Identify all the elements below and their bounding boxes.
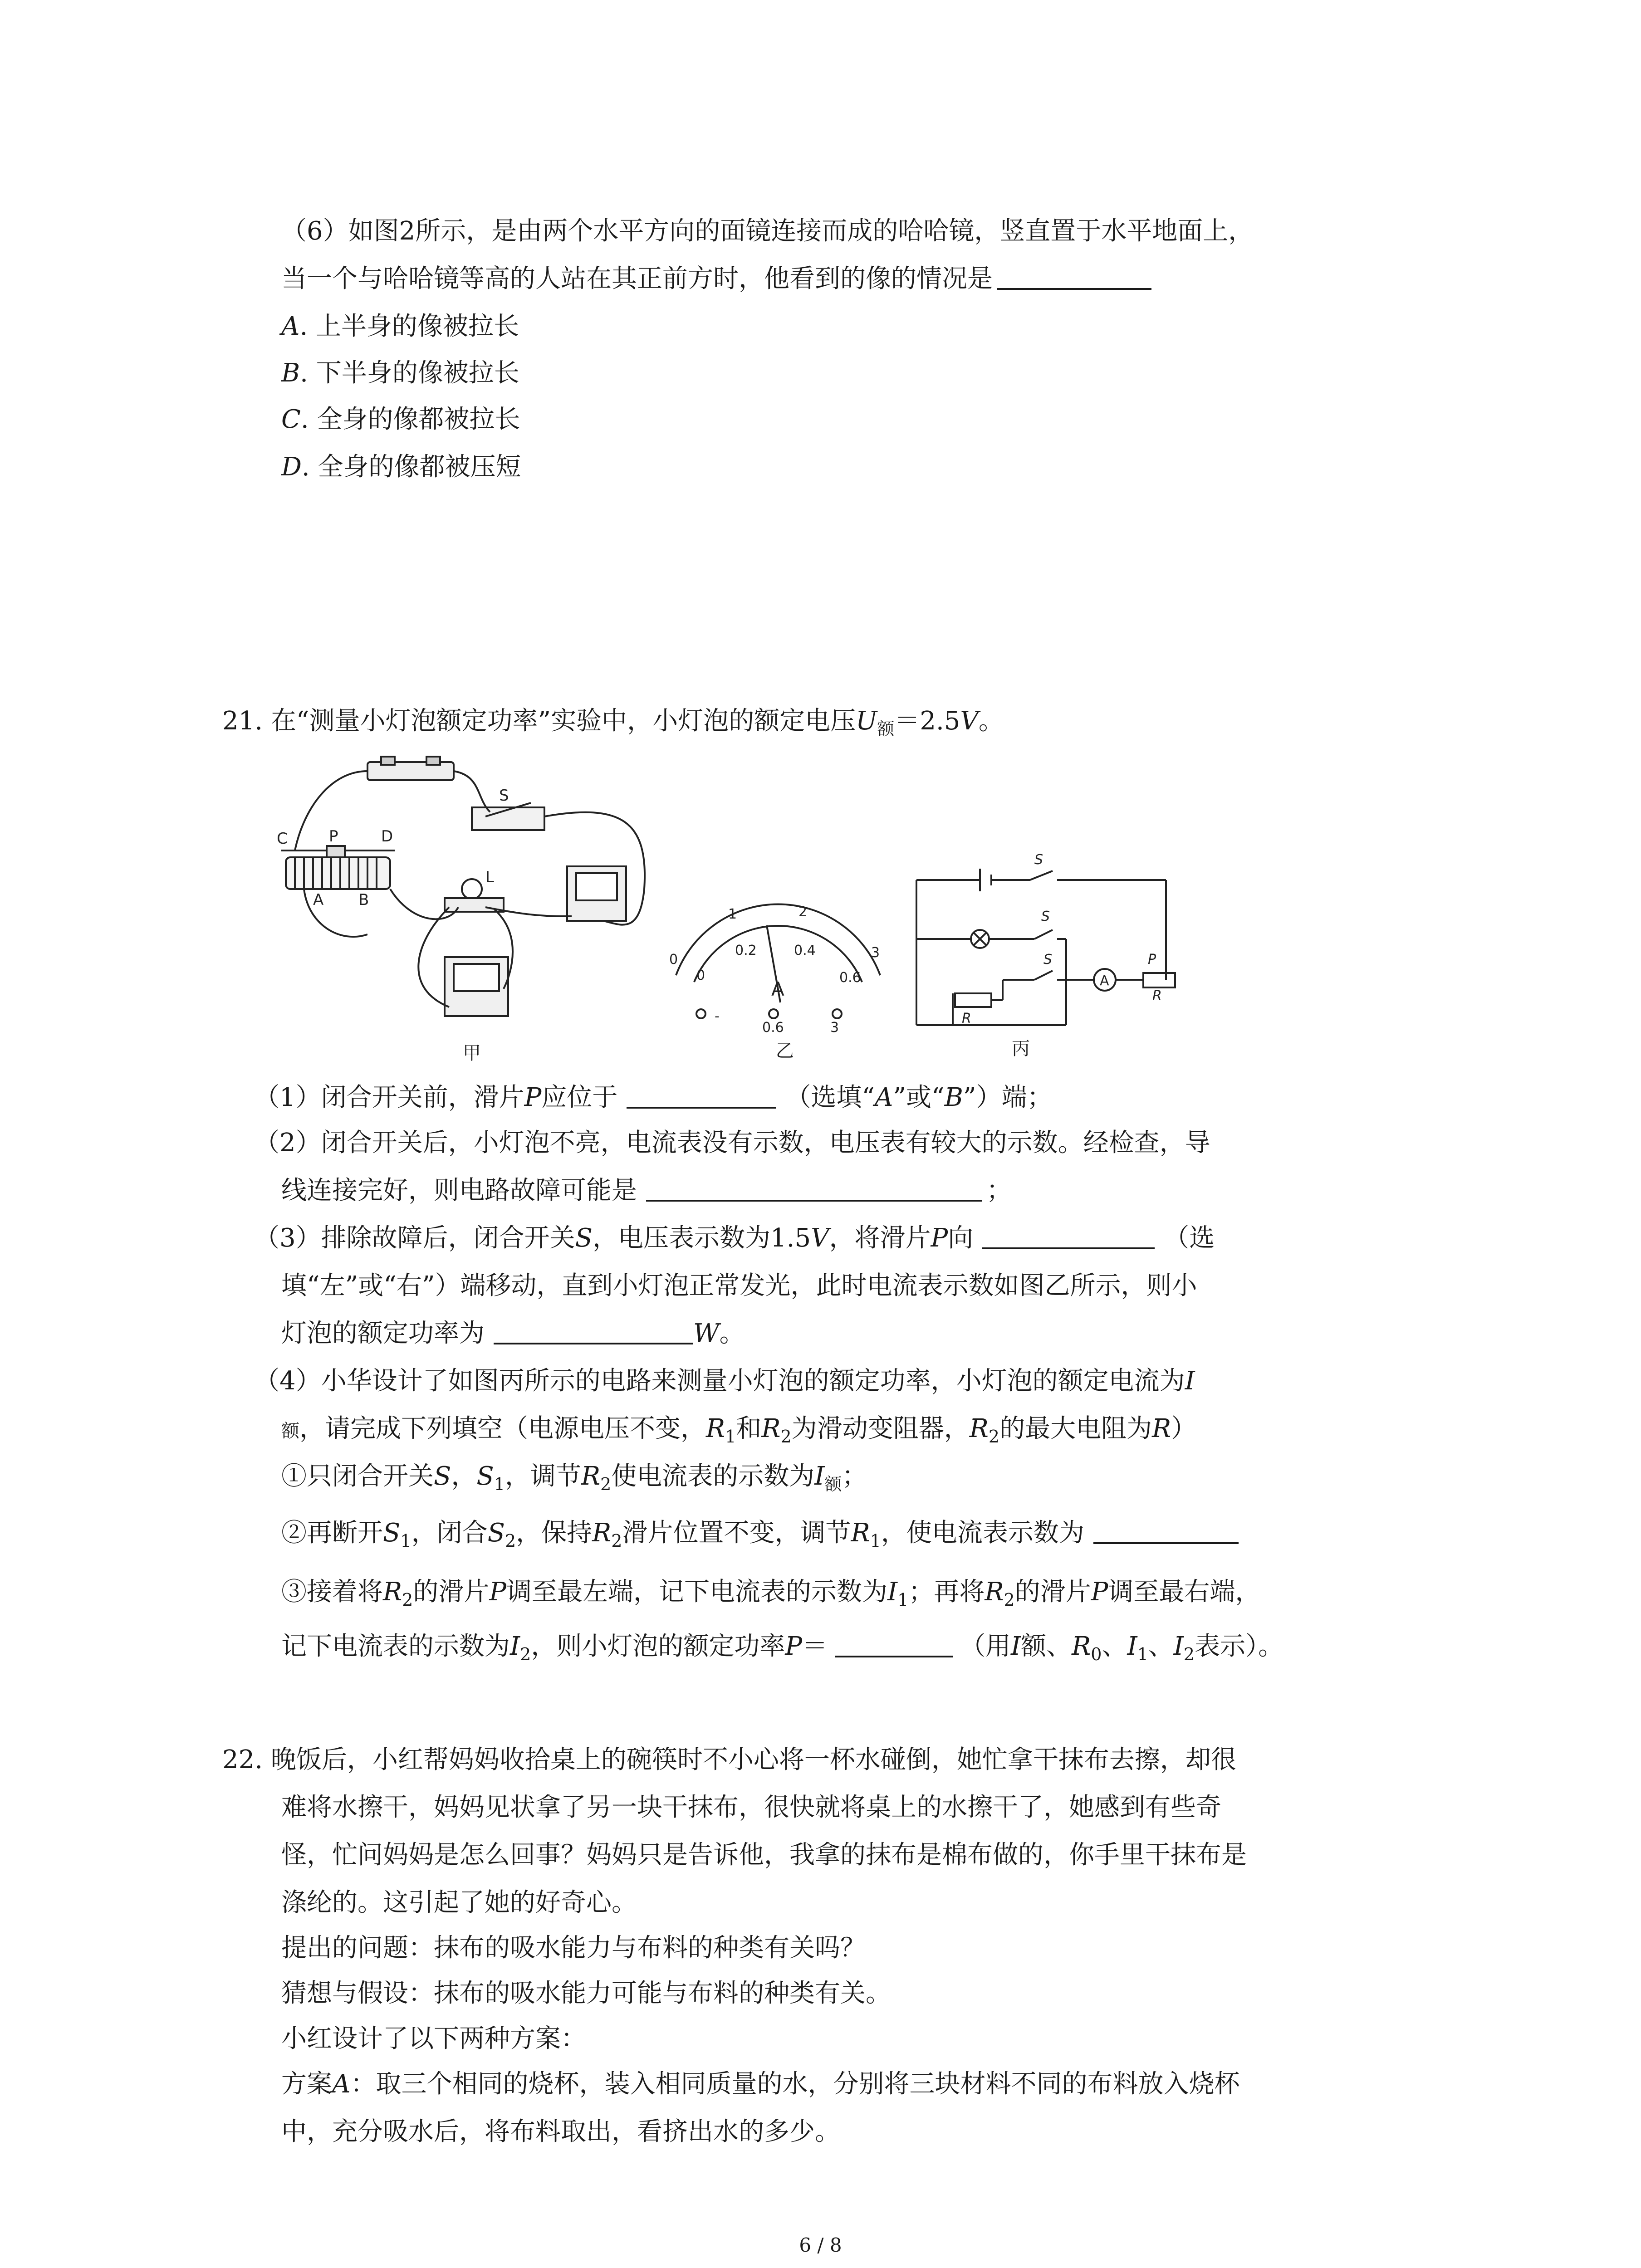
q22-plans-intro: 小红设计了以下两种方案： xyxy=(281,2024,586,2053)
q20-6-option-a: A. 上半身的像被拉长 xyxy=(281,312,519,341)
switch-s xyxy=(472,807,544,830)
figure-jia-circuit xyxy=(277,753,685,1025)
q22-line2: 难将水擦干，妈妈见状拿了另一块干抹布，很快就将桌上的水擦干了，她感到有些奇 xyxy=(281,1793,1221,1822)
answer-blank[interactable] xyxy=(997,263,1151,290)
q20-6-stem-line1: （6）如图2所示，是由两个水平方向的面镜连接而成的哈哈镜，竖直置于水平地面上， xyxy=(281,216,1254,246)
page-number: 6 / 8 xyxy=(799,2234,842,2256)
label-d: D xyxy=(381,827,393,846)
label-s: S xyxy=(499,787,509,805)
q21-part1: （1）闭合开关前，滑片P应位于 （选填“A”或“B”）端； xyxy=(254,1080,1052,1116)
answer-blank[interactable] xyxy=(494,1317,693,1344)
figure-bing-schematic xyxy=(907,844,1180,1039)
label-s2: S xyxy=(1043,952,1053,968)
dial-bottom-0-4: 0.4 xyxy=(794,943,816,958)
figure-bing-label: 丙 xyxy=(1012,1038,1030,1059)
q21-part3-line1: （3）排除故障后，闭合开关S，电压表示数为1.5V，将滑片P向 （选 xyxy=(254,1220,1215,1256)
q20-6-stem-line2: 当一个与哈哈镜等高的人站在其正前方时，他看到的像的情况是 xyxy=(281,261,1151,297)
terminal-0-6: 0.6 xyxy=(762,1020,784,1034)
q21-step2: ②再断开$S_1$，闭合$S_2$，保持$R_2$滑片位置不变，调节$R_1$，使电流表示数为 xyxy=(281,1515,1239,1559)
q22-line3: 怪，忙问妈妈是怎么回事？妈妈只是告诉他，我拿的抹布是棉布做的，你手里干抹布是 xyxy=(281,1840,1247,1870)
q22-plan-a-line2: 中，充分吸水后，将布料取出，看挤出水的多少。 xyxy=(281,2117,840,2146)
q21-part2-line2: 线连接完好，则电路故障可能是 ； xyxy=(281,1173,1012,1209)
q21-step3-line2: 记下电流表的示数为$I_2$，则小灯泡的额定功率P＝ （用I额、$R_0$、$I_1$、$I_2$表示）。 xyxy=(281,1628,1283,1672)
q21-part4-line1: （4）小华设计了如图丙所示的电路来测量小灯泡的额定功率，小灯泡的额定电流为I xyxy=(254,1366,1195,1396)
terminal-minus: - xyxy=(715,1008,720,1024)
label-p: P xyxy=(1148,952,1156,968)
dial-top-1: 1 xyxy=(728,906,737,922)
label-a: A xyxy=(313,891,324,909)
label-l: L xyxy=(485,868,494,886)
r1-symbol xyxy=(955,993,991,1007)
dial-unit: A xyxy=(771,978,784,1000)
q20-6-option-d: D. 全身的像都被压短 xyxy=(281,452,521,482)
ammeter-a: A xyxy=(1100,973,1109,989)
q20-6-option-b: B. 下半身的像被拉长 xyxy=(281,358,519,388)
label-c: C xyxy=(277,830,288,848)
answer-blank[interactable] xyxy=(835,1630,953,1657)
label-r2: R xyxy=(1152,988,1162,1004)
label-s1: S xyxy=(1041,909,1050,924)
dial-top-3: 3 xyxy=(871,945,880,961)
rheostat xyxy=(286,857,390,889)
q21-part3-line3: 灯泡的额定功率为 W。 xyxy=(281,1315,745,1352)
dial-bottom-0: 0 xyxy=(696,968,705,983)
dial-bottom-0-6: 0.6 xyxy=(839,970,861,986)
q21-part3-line2: 填“左”或“右”）端移动，直到小灯泡正常发光，此时电流表示数如图乙所示，则小 xyxy=(281,1271,1197,1300)
q21-step1: ①只闭合开关S，$S_1$，调节$R_2$使电流表的示数为$I_额$； xyxy=(281,1461,867,1494)
dial-top-0: 0 xyxy=(669,952,678,968)
figure-yi-ammeter-dial xyxy=(658,885,898,1034)
answer-blank[interactable] xyxy=(1093,1517,1239,1544)
answer-blank[interactable] xyxy=(982,1222,1155,1249)
dial-bottom-0-2: 0.2 xyxy=(735,943,757,958)
q21-step3-line1: ③接着将$R_2$的滑片P调至最左端，记下电流表的示数为$I_1$；再将$R_2$的滑片P调至最右端， xyxy=(281,1577,1261,1610)
q22-line4: 涤纶的。这引起了她的好奇心。 xyxy=(281,1888,637,1917)
answer-blank[interactable] xyxy=(646,1174,982,1202)
q22-hypothesis: 猜想与假设：抹布的吸水能力可能与布料的种类有关。 xyxy=(281,1979,891,2008)
terminal-3: 3 xyxy=(830,1020,839,1034)
label-s: S xyxy=(1034,852,1043,868)
q21-part4-line2: 额，请完成下列填空（电源电压不变，$R_1$和$R_2$为滑动变阻器，$R_2$的最大电阻为R） xyxy=(281,1414,1197,1447)
lamp-l xyxy=(462,879,482,899)
dial-top-2: 2 xyxy=(798,904,808,920)
q22-plan-a-line1: 方案A：取三个相同的烧杯，装入相同质量的水，分别将三块材料不同的布料放入烧杯 xyxy=(281,2069,1240,2099)
q21-part2-line1: （2）闭合开关后，小灯泡不亮，电流表没有示数，电压表有较大的示数。经检查，导 xyxy=(254,1128,1210,1158)
label-p: P xyxy=(329,827,338,846)
q22-question: 提出的问题：抹布的吸水能力与布料的种类有关吗？ xyxy=(281,1933,866,1963)
q21-stem: 21. 在“测量小灯泡额定功率”实验中，小灯泡的额定电压$U_额=2.5V$。 xyxy=(222,706,1004,739)
label-b: B xyxy=(358,891,369,909)
q22-line1: 22. 晚饭后，小红帮妈妈收拾桌上的碗筷时不小心将一杯水碰倒，她忙拿干抹布去擦，却很 xyxy=(222,1745,1236,1774)
figure-jia-label: 甲 xyxy=(463,1043,481,1064)
figure-yi-label: 乙 xyxy=(776,1041,794,1061)
r2-symbol xyxy=(1143,973,1175,987)
q20-6-option-c: C. 全身的像都被拉长 xyxy=(281,405,520,434)
label-r1: R xyxy=(962,1011,971,1026)
answer-blank[interactable] xyxy=(627,1081,776,1109)
